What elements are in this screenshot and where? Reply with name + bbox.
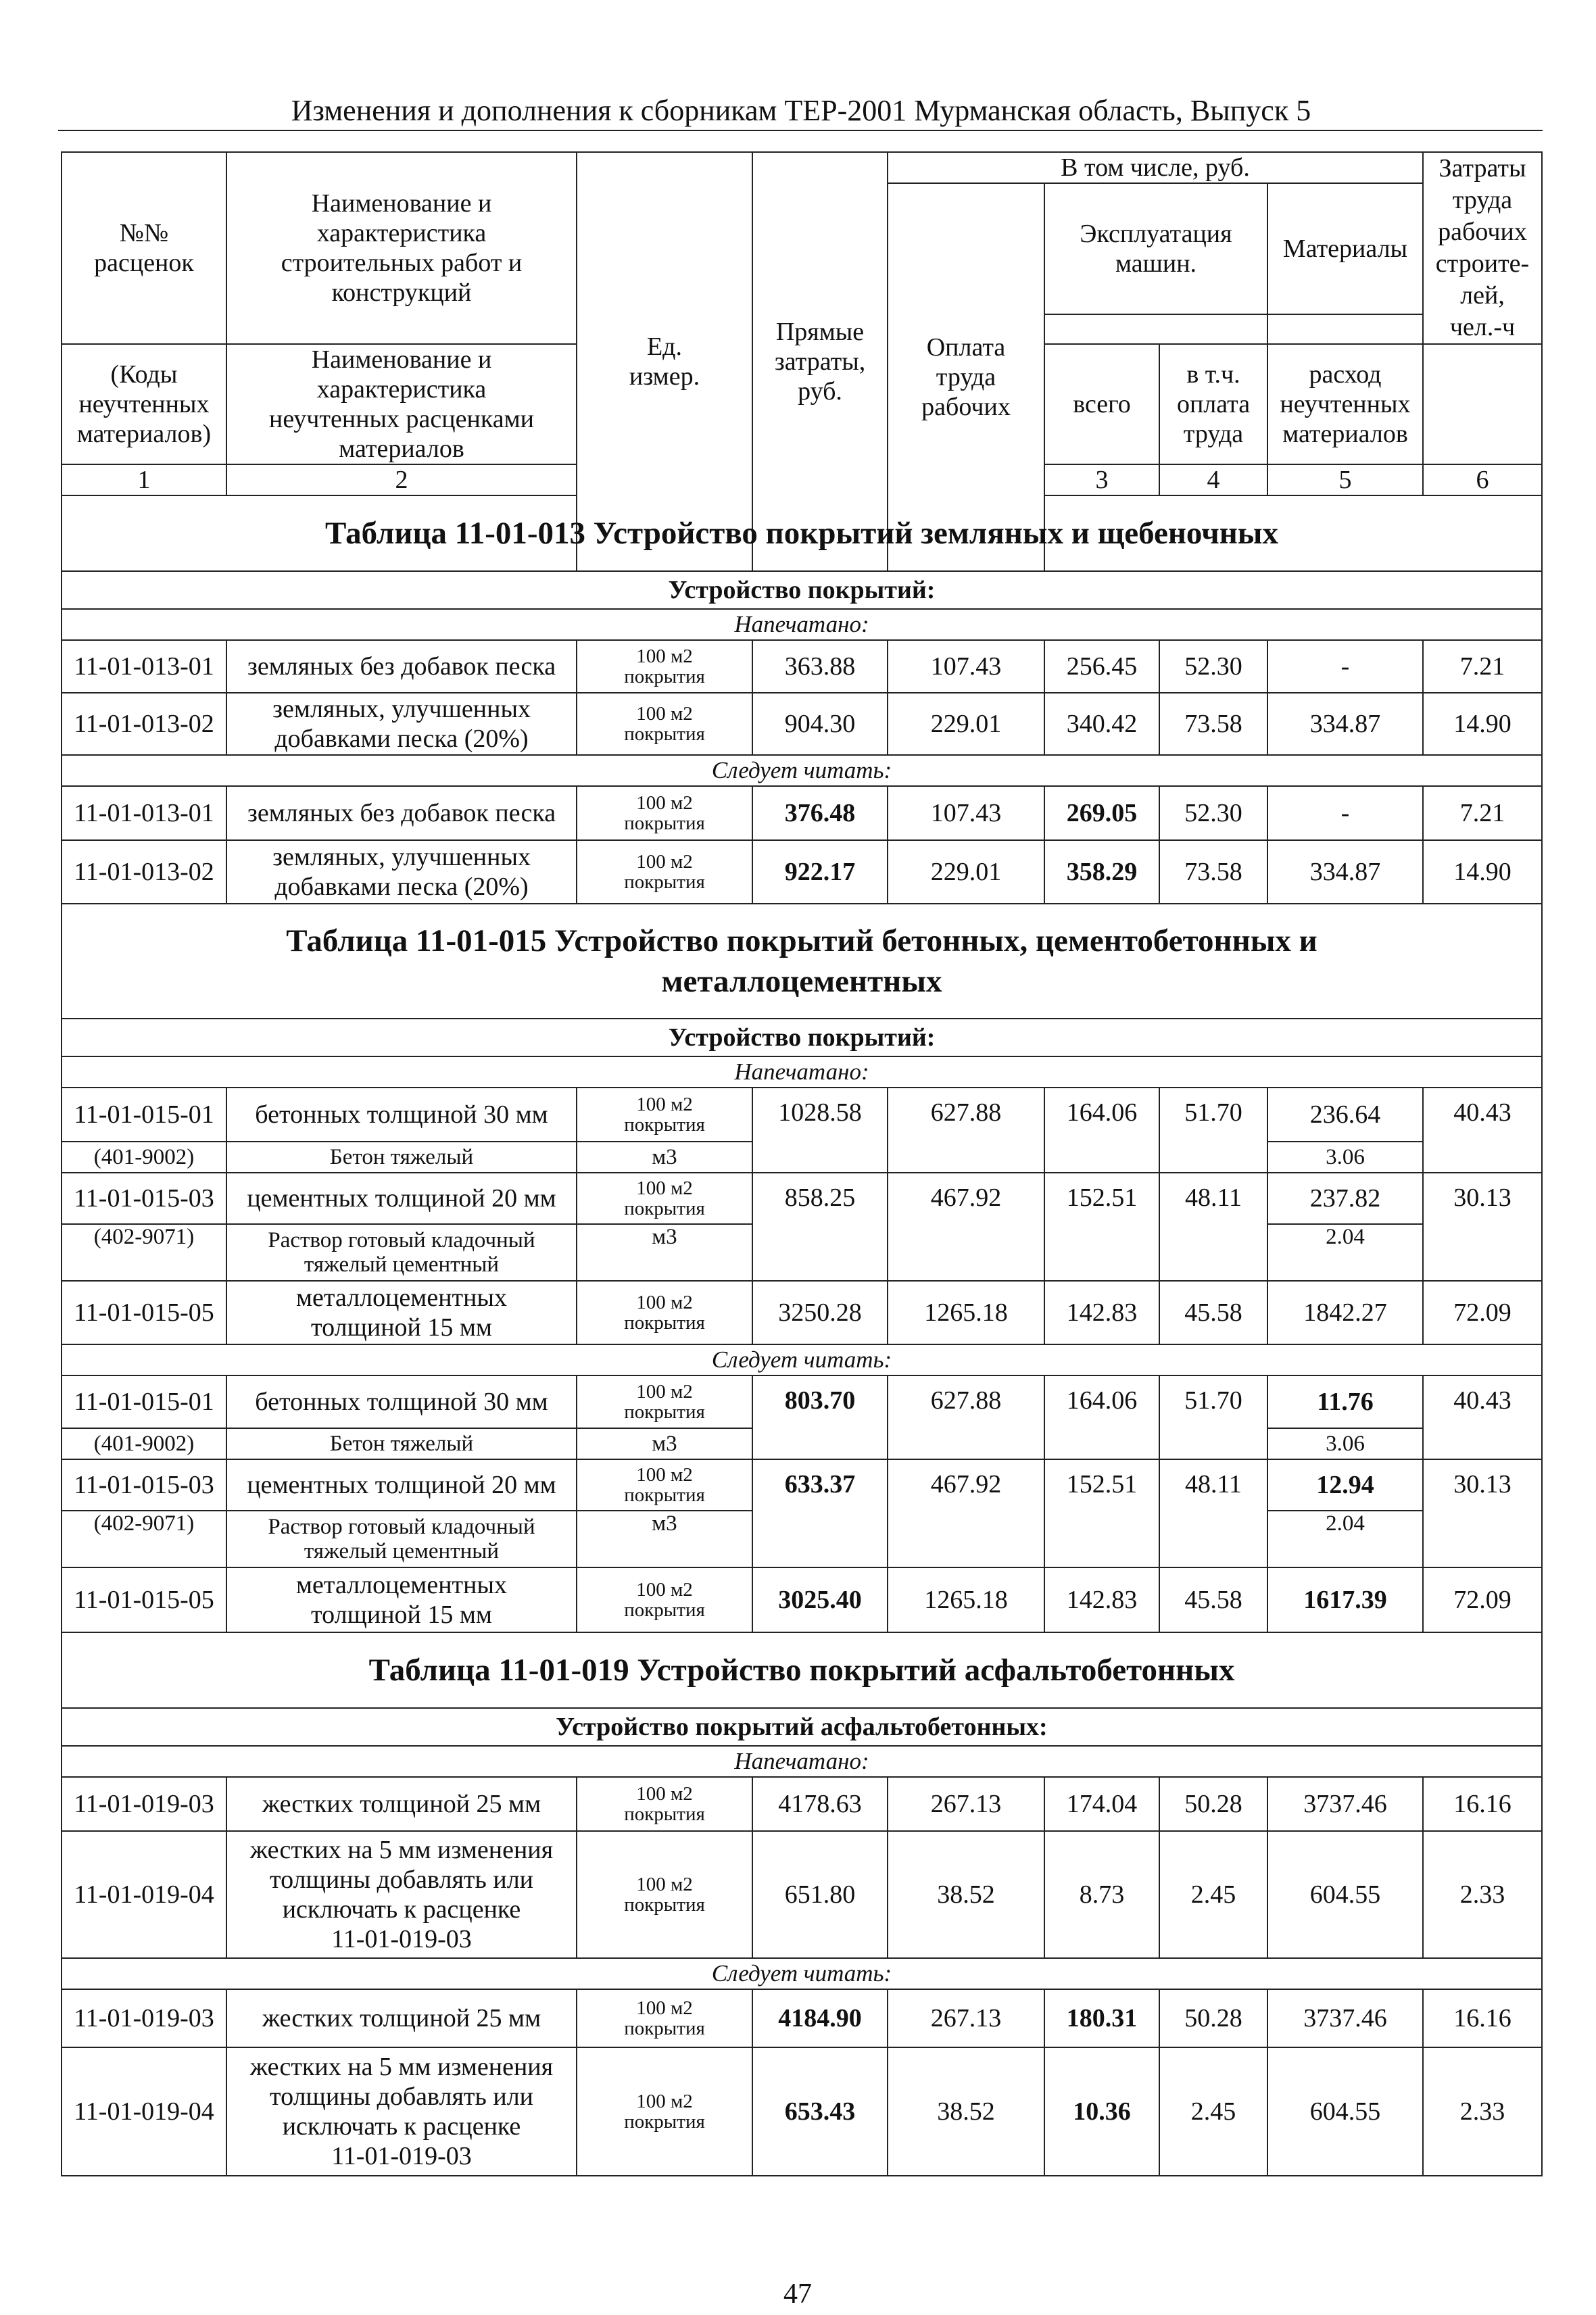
unit: 100 м2 покрытия [577,1831,752,1958]
work-name: металлоцементных толщиной 15 мм [226,1567,577,1632]
unit: 100 м2 покрытия [577,1989,752,2047]
machines-wages: 52.30 [1159,640,1267,693]
materials: - [1267,640,1423,693]
materials: 334.87 [1267,840,1423,904]
materials: 1617.39 [1267,1567,1423,1632]
machines-wages: 51.70 [1159,1375,1267,1459]
materials: 604.55 [1267,1831,1423,1958]
machines-total: 142.83 [1044,1567,1159,1632]
direct-costs: 4184.90 [752,1989,888,2047]
direct-costs: 651.80 [752,1831,888,1958]
materials: 334.87 [1267,693,1423,755]
printed-label: Напечатано: [62,609,1542,640]
direct-costs: 803.70 [752,1375,888,1459]
wages: 1265.18 [888,1567,1044,1632]
machines-wages: 2.45 [1159,2047,1267,2176]
col-number: 3 [1044,464,1159,495]
direct-costs: 3250.28 [752,1281,888,1344]
rate-code: 11-01-015-03 [62,1173,226,1224]
labor-hours: 40.43 [1423,1375,1542,1459]
table-row [62,1088,1542,1142]
labor-hours: 16.16 [1423,1989,1542,2047]
machines-wages: 45.58 [1159,1281,1267,1344]
unit: 100 м2 покрытия [577,693,752,755]
page-header: Изменения и дополнения к сборникам ТЕР-2001 Мурманская область, Выпуск 5 [291,94,1311,127]
table-row [62,1375,1542,1428]
read-as-label: Следует читать: [62,1958,1542,1989]
work-name: земляных без добавок песка [226,786,577,840]
machines-total: 180.31 [1044,1989,1159,2047]
unit: м3 [577,1142,752,1173]
machines-total: 269.05 [1044,786,1159,840]
col-name-header: Наименование и характеристика строительных работ и конструкций [226,152,577,344]
col-number: 2 [226,464,577,495]
direct-costs: 3025.40 [752,1567,888,1632]
col-material-code-header: (Коды неучтенных материалов) [62,344,226,464]
rate-code: 11-01-015-01 [62,1088,226,1142]
machines-wages: 48.11 [1159,1459,1267,1567]
col-machines-total-header: всего [1044,344,1159,464]
materials: 3737.46 [1267,1777,1423,1831]
labor-hours: 72.09 [1423,1281,1542,1344]
col-labor-hours-cont [1423,344,1542,464]
table-title: Таблица 11-01-013 Устройство покрытий земляных и щебеночных [62,495,1542,571]
col-material-name-header: Наименование и характеристика неучтенных расценками материалов [226,344,577,464]
materials: 11.76 [1267,1375,1423,1428]
col-machines-wages-header: в т.ч. оплата труда [1159,344,1267,464]
material-usage: 2.04 [1267,1224,1423,1281]
material-usage: 3.06 [1267,1428,1423,1459]
table-row [62,1459,1542,1511]
labor-hours: 30.13 [1423,1459,1542,1567]
section-heading: Устройство покрытий асфальтобетонных: [62,1708,1542,1746]
rate-code: 11-01-013-01 [62,786,226,840]
direct-costs: 363.88 [752,640,888,693]
materials: 604.55 [1267,2047,1423,2176]
rate-code: 11-01-015-03 [62,1459,226,1511]
unit: м3 [577,1224,752,1281]
work-name: земляных, улучшенных добавками песка (20%) [226,693,577,755]
work-name: цементных толщиной 20 мм [226,1173,577,1224]
machines-wages: 51.70 [1159,1088,1267,1173]
work-name: земляных без добавок песка [226,640,577,693]
wages: 627.88 [888,1375,1044,1459]
wages: 267.13 [888,1777,1044,1831]
material-usage: 2.04 [1267,1511,1423,1567]
price-table [61,151,1543,2176]
table-row [62,1831,1542,1958]
col-number: 6 [1423,464,1542,495]
wages: 38.52 [888,2047,1044,2176]
work-name: бетонных толщиной 30 мм [226,1375,577,1428]
material-name: Бетон тяжелый [226,1142,577,1173]
machines-total: 256.45 [1044,640,1159,693]
direct-costs: 858.25 [752,1173,888,1281]
direct-costs: 1028.58 [752,1088,888,1173]
unit: 100 м2 покрытия [577,786,752,840]
machines-total: 10.36 [1044,2047,1159,2176]
work-name: жестких на 5 мм изменения толщины добавлять или исключать к расценке 11-01-019-03 [226,2047,577,2176]
col-machines-header: Эксплуатация машин. [1044,183,1267,314]
machines-wages: 48.11 [1159,1173,1267,1281]
labor-hours: 7.21 [1423,786,1542,840]
material-code: (401-9002) [62,1428,226,1459]
direct-costs: 904.30 [752,693,888,755]
wages: 107.43 [888,640,1044,693]
labor-hours: 14.90 [1423,693,1542,755]
material-usage: 3.06 [1267,1142,1423,1173]
col-materials-header: Материалы [1267,183,1423,314]
direct-costs: 922.17 [752,840,888,904]
col-including-header: В том числе, руб. [888,152,1423,183]
wages: 627.88 [888,1088,1044,1173]
col-material-usage-header: расход неучтенных материалов [1267,344,1423,464]
labor-hours: 40.43 [1423,1088,1542,1173]
materials: 3737.46 [1267,1989,1423,2047]
work-name: жестких на 5 мм изменения толщины добавлять или исключать к расценке 11-01-019-03 [226,1831,577,1958]
material-name: Раствор готовый кладочный тяжелый цементный [226,1224,577,1281]
table-row [62,1567,1542,1632]
unit: 100 м2 покрытия [577,1173,752,1224]
machines-wages: 73.58 [1159,693,1267,755]
work-name: бетонных толщиной 30 мм [226,1088,577,1142]
read-as-label: Следует читать: [62,1344,1542,1375]
material-name: Бетон тяжелый [226,1428,577,1459]
labor-hours: 72.09 [1423,1567,1542,1632]
direct-costs: 376.48 [752,786,888,840]
machines-total: 164.06 [1044,1375,1159,1459]
table-row [62,2047,1542,2176]
read-as-label: Следует читать: [62,755,1542,786]
machines-wages: 50.28 [1159,1989,1267,2047]
wages: 107.43 [888,786,1044,840]
machines-total: 174.04 [1044,1777,1159,1831]
labor-hours: 2.33 [1423,1831,1542,1958]
col-number: 1 [62,464,226,495]
work-name: земляных, улучшенных добавками песка (20%) [226,840,577,904]
printed-label: Напечатано: [62,1746,1542,1777]
unit: 100 м2 покрытия [577,640,752,693]
table-row [62,1989,1542,2047]
col-number: 5 [1267,464,1423,495]
machines-total: 8.73 [1044,1831,1159,1958]
header-rule [58,130,1543,131]
machines-wages: 2.45 [1159,1831,1267,1958]
table-title: Таблица 11-01-015 Устройство покрытий бетонных, цементобетонных и металлоцементных [62,904,1542,1019]
col-code-header: №№ расценок [62,152,226,344]
unit: 100 м2 покрытия [577,1459,752,1511]
page-number: 47 [783,2279,812,2310]
work-name: жестких толщиной 25 мм [226,1777,577,1831]
table-title: Таблица 11-01-019 Устройство покрытий асфальтобетонных [62,1632,1542,1708]
materials: 237.82 [1267,1173,1423,1224]
material-code: (402-9071) [62,1511,226,1567]
machines-total: 358.29 [1044,840,1159,904]
table-row [62,640,1542,693]
work-name: цементных толщиной 20 мм [226,1459,577,1511]
unit: м3 [577,1511,752,1567]
rate-code: 11-01-019-04 [62,2047,226,2176]
machines-wages: 73.58 [1159,840,1267,904]
machines-total: 152.51 [1044,1459,1159,1567]
section-heading: Устройство покрытий: [62,571,1542,609]
table-row [62,693,1542,755]
unit: 100 м2 покрытия [577,1281,752,1344]
rate-code: 11-01-019-04 [62,1831,226,1958]
materials: - [1267,786,1423,840]
machines-total: 152.51 [1044,1173,1159,1281]
rate-code: 11-01-019-03 [62,1989,226,2047]
rate-code: 11-01-015-05 [62,1281,226,1344]
machines-wages: 45.58 [1159,1567,1267,1632]
work-name: металлоцементных толщиной 15 мм [226,1281,577,1344]
unit: м3 [577,1428,752,1459]
labor-hours: 16.16 [1423,1777,1542,1831]
unit: 100 м2 покрытия [577,1777,752,1831]
unit: 100 м2 покрытия [577,2047,752,2176]
table-row [62,786,1542,840]
labor-hours: 7.21 [1423,640,1542,693]
rate-code: 11-01-019-03 [62,1777,226,1831]
rate-code: 11-01-013-01 [62,640,226,693]
unit: 100 м2 покрытия [577,1375,752,1428]
material-name: Раствор готовый кладочный тяжелый цементный [226,1511,577,1567]
table-row [62,1173,1542,1224]
col-number: 4 [1159,464,1267,495]
table-row [62,1777,1542,1831]
direct-costs: 4178.63 [752,1777,888,1831]
machines-wages: 52.30 [1159,786,1267,840]
unit: 100 м2 покрытия [577,840,752,904]
wages: 229.01 [888,693,1044,755]
labor-hours: 14.90 [1423,840,1542,904]
wages: 267.13 [888,1989,1044,2047]
col-wages-header: Оплата труда рабочих [888,183,1044,571]
machines-total: 142.83 [1044,1281,1159,1344]
direct-costs: 653.43 [752,2047,888,2176]
col-direct-costs-header: Прямые затраты, руб. [752,152,888,571]
rate-code: 11-01-013-02 [62,693,226,755]
rate-code: 11-01-015-01 [62,1375,226,1428]
wages: 467.92 [888,1173,1044,1281]
direct-costs: 633.37 [752,1459,888,1567]
labor-hours: 30.13 [1423,1173,1542,1281]
machines-total: 164.06 [1044,1088,1159,1173]
materials: 12.94 [1267,1459,1423,1511]
wages: 229.01 [888,840,1044,904]
labor-hours: 2.33 [1423,2047,1542,2176]
machines-total: 340.42 [1044,693,1159,755]
rate-code: 11-01-013-02 [62,840,226,904]
material-code: (401-9002) [62,1142,226,1173]
rate-code: 11-01-015-05 [62,1567,226,1632]
materials: 236.64 [1267,1088,1423,1142]
material-code: (402-9071) [62,1224,226,1281]
col-labor-hours-header: Затраты труда рабочих строите- лей, чел.-ч [1423,152,1542,344]
wages: 467.92 [888,1459,1044,1567]
unit: 100 м2 покрытия [577,1567,752,1632]
unit: 100 м2 покрытия [577,1088,752,1142]
wages: 38.52 [888,1831,1044,1958]
section-heading: Устройство покрытий: [62,1019,1542,1056]
table-row [62,1281,1542,1344]
table-row [62,840,1542,904]
printed-label: Напечатано: [62,1056,1542,1088]
machines-wages: 50.28 [1159,1777,1267,1831]
col-unit-header: Ед. измер. [577,152,752,571]
work-name: жестких толщиной 25 мм [226,1989,577,2047]
wages: 1265.18 [888,1281,1044,1344]
materials: 1842.27 [1267,1281,1423,1344]
